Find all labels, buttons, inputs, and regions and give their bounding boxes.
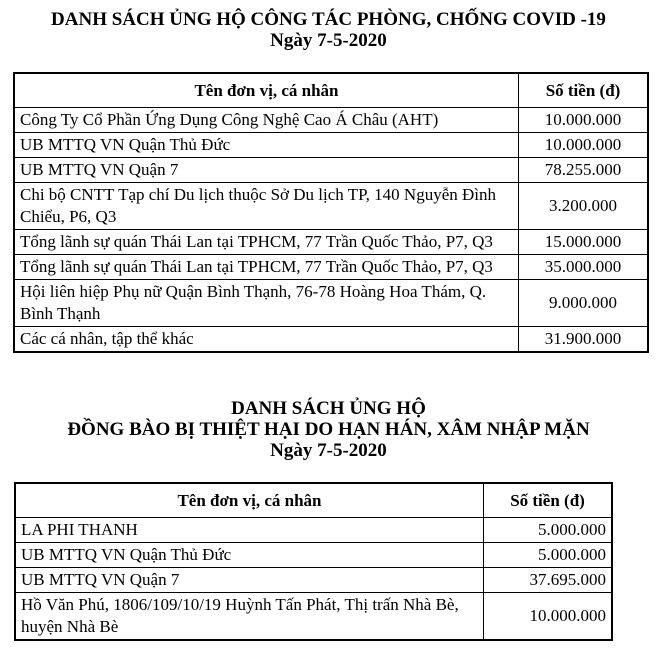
table-row (14, 183, 648, 230)
table-row (14, 327, 648, 353)
amount-cell: 10.000.000 (519, 108, 649, 133)
header-row (14, 73, 648, 108)
donor-name-cell: UB MTTQ VN Quận Thủ Đức (15, 543, 484, 568)
donor-name-cell: Tổng lãnh sự quán Thái Lan tại TPHCM, 77 Trần Quốc Thảo, P7, Q3 (14, 255, 519, 280)
amount-cell: 9.000.000 (519, 280, 649, 327)
amount-cell: 15.000.000 (519, 230, 649, 255)
table-row (15, 568, 612, 593)
donor-name-cell: Hội liên hiệp Phụ nữ Quận Bình Thạnh, 76-78 Hoàng Hoa Thám, Q. Bình Thạnh (14, 280, 519, 327)
column-header-amount: Số tiền (đ) (519, 73, 649, 108)
table-row (14, 133, 648, 158)
amount-cell: 35.000.000 (519, 255, 649, 280)
covid-table-body (14, 108, 648, 353)
donation-document (0, 9, 657, 641)
amount-cell: 31.900.000 (519, 327, 649, 353)
table-row (14, 280, 648, 327)
drought-title-date: Ngày 7-5-2020 (270, 440, 387, 461)
donor-name-cell: Chi bộ CNTT Tạp chí Du lịch thuộc Sở Du lịch TP, 140 Nguyễn Đình Chiểu, P6, Q3 (14, 183, 519, 230)
table-row (15, 518, 612, 543)
column-header-donor-name: Tên đơn vị, cá nhân (15, 483, 484, 518)
table-row (14, 158, 648, 183)
amount-cell: 10.000.000 (519, 133, 649, 158)
donor-name-cell: UB MTTQ VN Quận Thủ Đức (14, 133, 519, 158)
donor-name-cell: LA PHI THANH (15, 518, 484, 543)
drought-table-body (15, 518, 612, 641)
drought-title-block (0, 398, 657, 461)
covid-title-block (0, 9, 657, 51)
covid-donations-table (13, 72, 649, 353)
amount-cell: 5.000.000 (484, 543, 613, 568)
column-header-amount: Số tiền (đ) (484, 483, 613, 518)
donor-name-cell: UB MTTQ VN Quận 7 (15, 568, 484, 593)
drought-title-line2: ĐỒNG BÀO BỊ THIỆT HẠI DO HẠN HÁN, XÂM NHẬP MẶN (67, 419, 590, 440)
table-row (15, 543, 612, 568)
donor-name-cell: Tổng lãnh sự quán Thái Lan tại TPHCM, 77 Trần Quốc Thảo, P7, Q3 (14, 230, 519, 255)
amount-cell: 10.000.000 (484, 593, 613, 641)
drought-table-header (15, 483, 612, 518)
table-row (14, 108, 648, 133)
drought-donations-table (14, 482, 613, 641)
amount-cell: 5.000.000 (484, 518, 613, 543)
covid-table-header (14, 73, 648, 108)
covid-title-date: Ngày 7-5-2020 (270, 30, 387, 51)
table-row (15, 593, 612, 641)
header-row (15, 483, 612, 518)
table-row (14, 255, 648, 280)
donor-name-cell: Hồ Văn Phú, 1806/109/10/19 Huỳnh Tấn Phát, Thị trấn Nhà Bè, huyện Nhà Bè (15, 593, 484, 641)
amount-cell: 37.695.000 (484, 568, 613, 593)
amount-cell: 78.255.000 (519, 158, 649, 183)
donor-name-cell: Các cá nhân, tập thể khác (14, 327, 519, 353)
donor-name-cell: Công Ty Cổ Phần Ứng Dụng Công Nghệ Cao Á Châu (AHT) (14, 108, 519, 133)
donor-name-cell: UB MTTQ VN Quận 7 (14, 158, 519, 183)
column-header-donor-name: Tên đơn vị, cá nhân (14, 73, 519, 108)
amount-cell: 3.200.000 (519, 183, 649, 230)
covid-title: DANH SÁCH ỦNG HỘ CÔNG TÁC PHÒNG, CHỐNG COVID -19 (51, 9, 606, 30)
drought-title-line1: DANH SÁCH ỦNG HỘ (231, 398, 426, 419)
table-row (14, 230, 648, 255)
